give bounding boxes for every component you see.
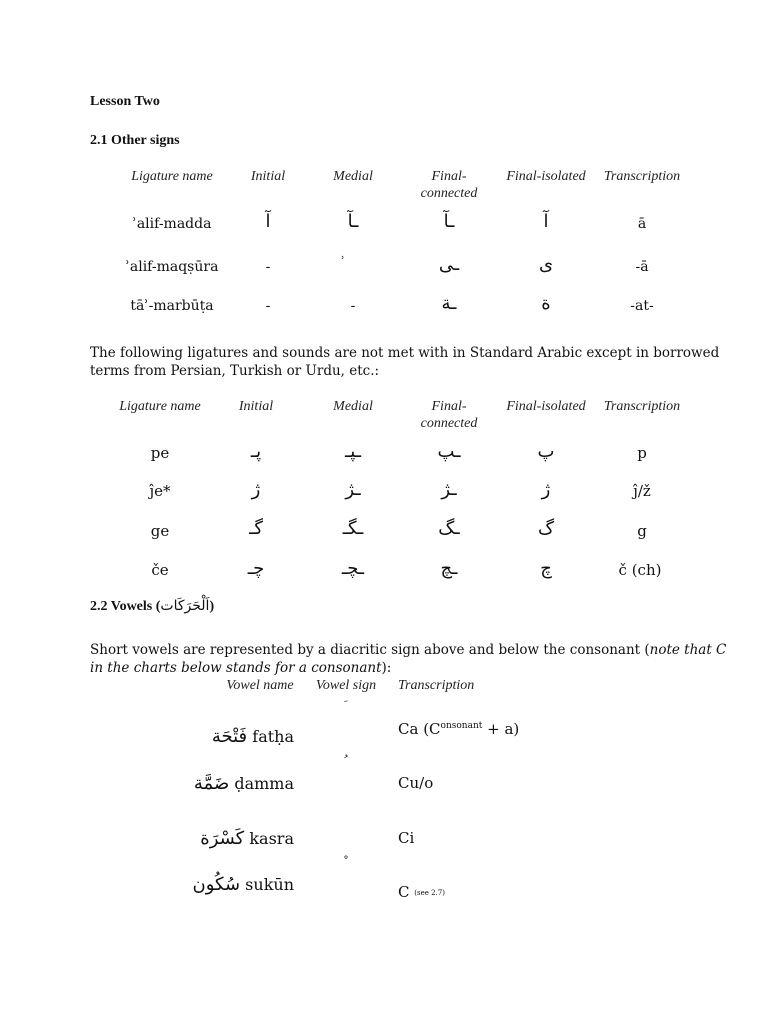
vowel-row3-name (200, 828, 294, 849)
t2-header-ligature-name: Ligature name (119, 399, 201, 414)
t1-row3-medial: - (350, 298, 356, 314)
vowel-row1-trans-end: + a) (482, 720, 520, 738)
t2-row1-isolated: پ (537, 441, 555, 462)
t2-row1-final: ـپ (437, 441, 461, 462)
vowel-row4-latin: sukūn (245, 875, 294, 894)
t2-row2-name: ĵe* (149, 482, 171, 500)
short-vowels-text: Short vowels are represented by a diacritic sign above and below the consonant ( (90, 642, 650, 658)
t1-header-final-isolated: Final-isolated (506, 169, 586, 184)
t2-row3-final: ـگ (438, 518, 460, 539)
t2-row2-medial: ـژ (345, 479, 361, 500)
t2-row3-name: ge (150, 522, 170, 540)
vowel-row2-arabic: ضَمَّة (193, 773, 230, 794)
t1-header-medial: Medial (333, 169, 373, 184)
t2-row2-isolated: ژ (541, 479, 551, 500)
t2-row1-name: pe (150, 444, 170, 462)
t2-header-initial: Initial (238, 399, 274, 414)
short-vowels-paragraph (90, 641, 730, 677)
t2-header-final-isolated: Final-isolated (506, 399, 586, 414)
vowel-row1-trans-main: Ca (C (398, 720, 441, 738)
section-2-2-title-prefix: 2.2 Vowels ( (90, 599, 161, 614)
vowel-row1-trans (398, 720, 519, 738)
t1-header-initial: Initial (250, 169, 286, 184)
t2-row3-isolated: گ (537, 518, 555, 539)
t2-row1-medial: ـپـ (345, 441, 361, 462)
vowel-row3-arabic: كَسْرَة (200, 828, 245, 849)
t1-row1-initial: آ (265, 211, 271, 232)
vowel-row2-trans: Cu/o (398, 774, 434, 792)
t1-header-final: Final- (431, 169, 467, 184)
t2-row3-trans: g (637, 522, 647, 540)
t2-header-transcription: Transcription (603, 399, 681, 414)
t1-row2-isolated: ى (538, 254, 554, 275)
borrowed-terms-paragraph: The following ligatures and sounds are not met with in Standard Arabic except in borrowed terms from Persian, Turkish or Urdu, etc.: (90, 345, 720, 379)
t2-row4-medial: ـچـ (341, 558, 365, 579)
t1-row3-name: tāʾ-marbūṭa (130, 298, 214, 314)
vowel-header-transcription: Transcription (398, 678, 475, 693)
vowel-row4-arabic: سُكُون (192, 874, 241, 895)
t1-header-transcription: Transcription (603, 169, 681, 184)
t2-row4-final: ـچ (440, 558, 458, 579)
section-2-2-title-suffix: ) (209, 599, 215, 614)
vowel-row2-name (194, 773, 294, 794)
t2-row4-trans: č (ch) (618, 561, 662, 579)
short-vowels-end: ): (381, 660, 392, 676)
t2-row2-initial: ژ (251, 479, 261, 500)
vowel-row4-trans (398, 883, 445, 901)
t1-row2-initial: - (265, 259, 271, 275)
t2-row1-initial: پـ (250, 441, 262, 462)
vowel-row4-trans-note: (see 2.7) (414, 889, 445, 897)
t2-row1-trans: p (637, 444, 647, 462)
t1-row1-name: ʾalif-madda (132, 216, 212, 232)
vowel-row1-trans-sup: onsonant (440, 721, 483, 731)
t1-row1-isolated: آ (543, 211, 549, 232)
t2-row4-name: če (151, 561, 169, 579)
lesson-title: Lesson Two (90, 94, 160, 109)
section-2-1-title: 2.1 Other signs (90, 133, 180, 148)
t1-row2-medial: ʾ (341, 254, 345, 268)
t2-header-medial: Medial (333, 399, 373, 414)
t1-row3-isolated: ة (541, 293, 551, 314)
t1-row3-final: ـة (441, 293, 457, 314)
t1-header-final-connected: connected (420, 186, 478, 201)
t1-row3-trans: -at- (630, 298, 654, 314)
t1-header-ligature-name: Ligature name (131, 169, 213, 184)
vowel-row4-name (193, 874, 294, 895)
vowel-row1-name (212, 726, 294, 747)
vowel-row3-latin: kasra (249, 829, 294, 848)
vowel-header-name: Vowel name (226, 678, 294, 693)
vowel-row2-latin: ḍamma (234, 774, 294, 793)
section-2-2-title-arabic: اَلْحَرَكَات (160, 598, 210, 614)
t2-row2-trans: ĵ/ž (633, 482, 651, 500)
vowel-row3-trans: Ci (398, 829, 415, 847)
vowel-row1-latin: fatḥa (252, 727, 294, 746)
vowel-row1-arabic: فَتْحَة (211, 726, 248, 747)
t1-row2-final: ـى (438, 254, 460, 275)
t1-row1-trans: ā (637, 216, 647, 232)
t2-row3-initial: گـ (249, 518, 263, 539)
t2-header-final-connected: connected (420, 416, 478, 431)
section-2-2-title (90, 598, 214, 615)
t1-row2-name: ʾalif-maqṣūra (125, 259, 219, 275)
short-vowels-note: note that C in the charts below stands for a consonant (90, 642, 727, 676)
vowel-row4-trans-main: C (398, 883, 410, 901)
t2-row4-isolated: چ (540, 558, 552, 579)
t1-row1-final: ـآ (443, 211, 455, 232)
t2-row4-initial: چـ (247, 558, 265, 579)
t2-row3-medial: ـگـ (342, 518, 364, 539)
t1-row2-trans: -ā (635, 259, 649, 275)
t2-row2-final: ـژ (441, 479, 457, 500)
t1-row3-initial: - (265, 298, 271, 314)
vowel-header-sign: Vowel sign (315, 678, 377, 693)
t2-header-final: Final- (431, 399, 467, 414)
t1-row1-medial: ـآ (347, 211, 359, 232)
